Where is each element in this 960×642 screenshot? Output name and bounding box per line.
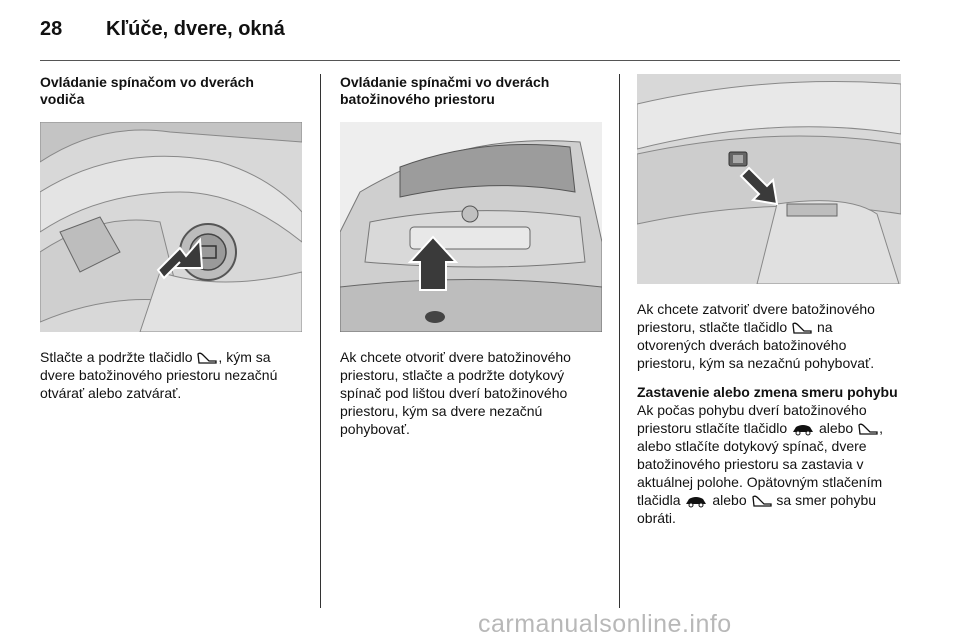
watermark: carmanualsonline.info <box>478 610 732 638</box>
column-driver-door <box>40 74 302 402</box>
column-divider <box>619 74 620 608</box>
car-key-remote-icon <box>684 494 708 508</box>
tailgate-open-icon <box>791 321 813 335</box>
tailgate-interior-switch-figure <box>637 74 901 284</box>
column-tailgate-interior <box>637 74 901 527</box>
section-body: Ak chcete otvoriť dvere batožinového priestoru, stlačte a podržte dotykový spínač pod lištou dverí batožinového priestoru, kým sa dvere nezačnú pohybovať. <box>340 349 571 437</box>
tailgate-open-icon <box>196 351 218 365</box>
section-heading: Zastavenie alebo zmena smeru pohybu <box>637 384 898 400</box>
column-divider <box>320 74 321 608</box>
tailgate-open-icon <box>857 422 879 436</box>
section-heading: Ovládanie spínačmi vo dverách batožinového priestoru <box>340 74 550 107</box>
section-body: Ak chcete zatvoriť dvere batožinového priestoru, stlačte tlačidlo na otvorených dverách batožinového priestoru, kým sa nezačnú pohybovať. <box>637 301 875 371</box>
page-title: Kľúče, dvere, okná <box>106 18 285 40</box>
page-number: 28 <box>40 18 63 40</box>
section-body: Ak počas pohybu dverí batožinového priestoru stlačíte tlačidlo alebo , alebo stlačíte dotykový spínač, dvere batožinového priestoru sa zastavia v aktuálnej polohe. Opätovným stlačením tlačidla alebo sa smer pohybu obráti. <box>637 402 884 526</box>
car-key-remote-icon <box>791 422 815 436</box>
driver-door-switch-figure <box>40 122 302 332</box>
section-body: Stlačte a podržte tlačidlo , kým sa dvere batožinového priestoru nezačnú otvárať alebo zatvárať. <box>40 349 278 401</box>
tailgate-exterior-switch-figure <box>340 122 602 332</box>
header-rule <box>40 60 900 61</box>
column-tailgate-exterior <box>340 74 602 438</box>
section-heading: Ovládanie spínačom vo dverách vodiča <box>40 74 254 107</box>
page-header <box>40 18 285 41</box>
tailgate-open-icon <box>751 494 773 508</box>
